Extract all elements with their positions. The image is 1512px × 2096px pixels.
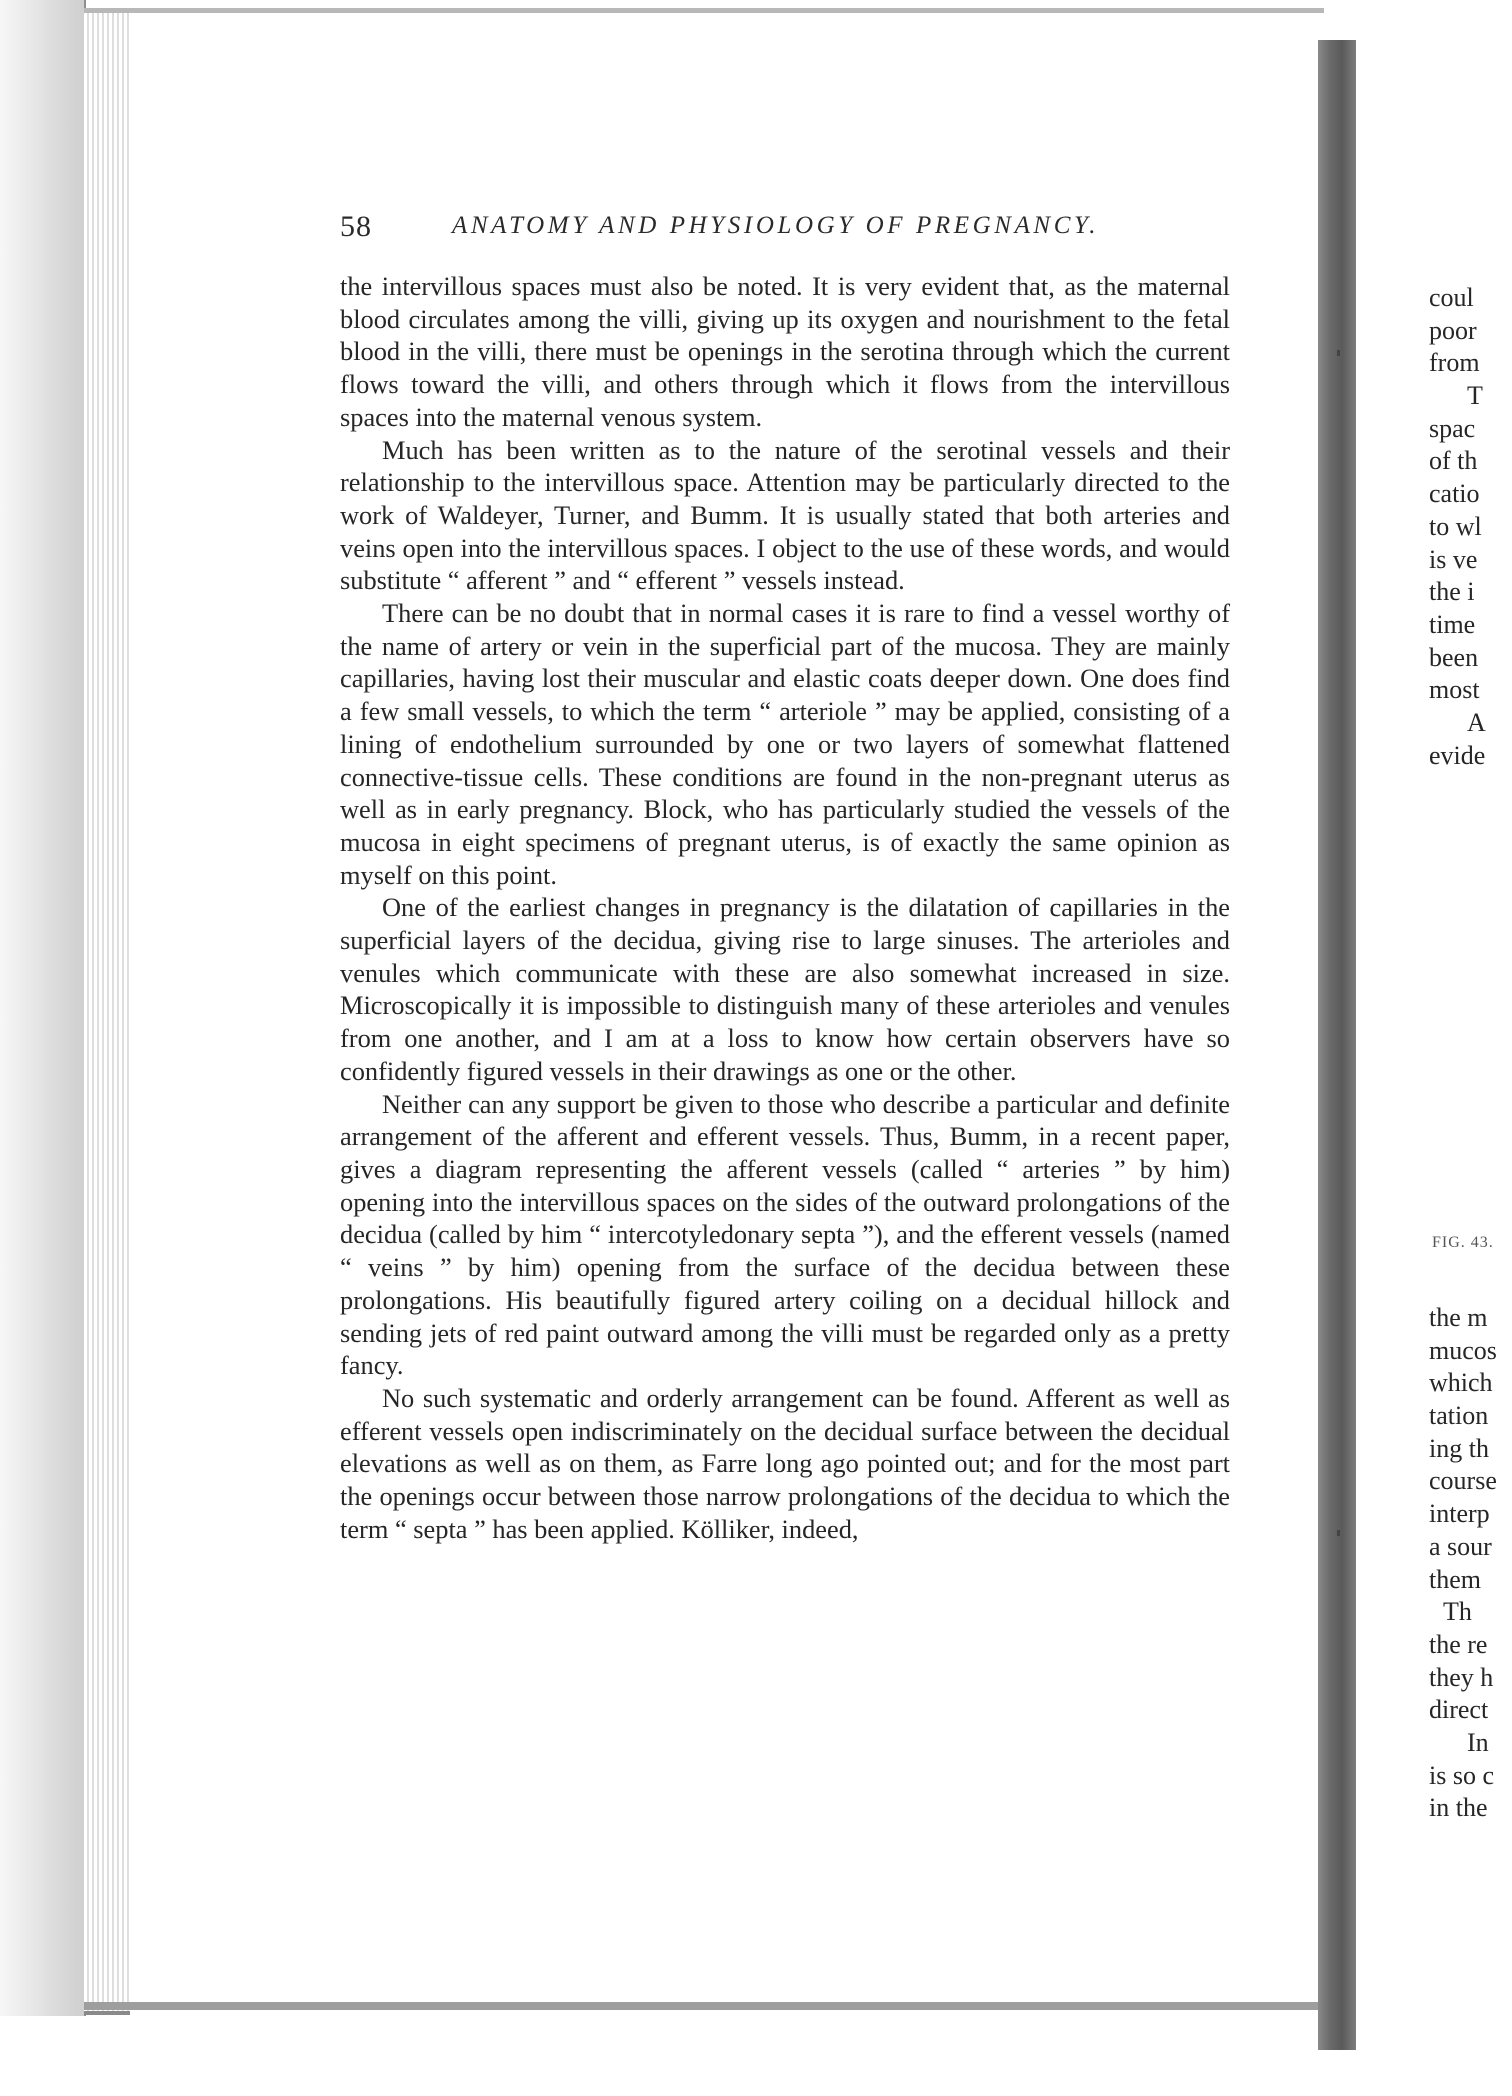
- right-page-line: they h: [1429, 1662, 1494, 1692]
- body-text: [340, 270, 1230, 1545]
- right-page-line: T: [1467, 381, 1483, 411]
- right-page-line: a sour: [1429, 1531, 1492, 1561]
- paragraph: Much has been written as to the nature of the serotinal vessels and their relationship to the intervillous space. Attention may be particularly directed to the work of Waldeyer, Turner, and Bumm. It is usually stated that both arteries and veins open into the intervillous spaces. I object to the use of these words, and would substitute “ afferent ” and “ efferent ” vessels instead.: [340, 434, 1230, 596]
- page-bottom-edge: [84, 2002, 1334, 2010]
- right-page-line: ing th: [1429, 1433, 1489, 1463]
- paragraph: One of the earliest changes in pregnancy is the dilatation of capillaries in the superficial layers of the decidua, giving rise to large sinuses. The arterioles and venules which communicate with these are also somewhat increased in size. Microscopically it is impossible to distinguish many of these arterioles and venules from one another, and I am at a loss to know how certain observers have so confidently figured vessels in their drawings as one or the other.: [340, 892, 1230, 1086]
- book-binding-edge: [0, 0, 86, 2016]
- paragraph: Neither can any support be given to those who describe a particular and definite arrangement of the afferent and efferent vessels. Thus, Bumm, in a recent paper, gives a diagram representing the afferent vessels (called “ arteries ” by him) opening into the intervillous spaces on the sides of the outward prolongations of the decidua (called by him “ intercotyledonary septa ”), and the efferent vessels (named “ veins ” by him) opening from the surface of the decidua between these prolongations. His beautifully figured artery coiling on a decidual hillock and sending jets of red paint outward among the villi must be regarded only as a pretty fancy.: [340, 1088, 1230, 1381]
- scan-speck: [1337, 1530, 1340, 1536]
- right-page-line: is so c: [1429, 1760, 1494, 1790]
- right-page-line: spac: [1429, 413, 1476, 443]
- right-page-line: is ve: [1429, 544, 1478, 574]
- right-page-line: most: [1429, 675, 1480, 705]
- right-page-line: direct: [1429, 1695, 1489, 1725]
- right-page-line: interp: [1429, 1499, 1490, 1529]
- right-page-line: from: [1429, 348, 1480, 378]
- right-page-line: them: [1429, 1564, 1481, 1594]
- right-page-line: of th: [1429, 446, 1478, 476]
- right-page-line: the m: [1429, 1303, 1488, 1332]
- right-page-line: catio: [1429, 479, 1480, 509]
- right-page-line: to wl: [1429, 511, 1482, 541]
- book-gutter: [1318, 40, 1356, 2050]
- right-page-bottom-text-block: [1429, 1302, 1497, 1825]
- right-page-line: been: [1429, 642, 1479, 672]
- right-page-line: time: [1429, 609, 1476, 639]
- scan-speck: [1337, 350, 1340, 356]
- right-page-line: evide: [1429, 740, 1486, 770]
- figure-caption-fragment: FIG. 43.: [1432, 1234, 1494, 1251]
- page-number: 58: [340, 210, 372, 243]
- right-page-line: the re: [1429, 1629, 1488, 1659]
- right-page-line: In: [1467, 1727, 1489, 1757]
- paragraph: No such systematic and orderly arrangement can be found. Afferent as well as efferent vessels open indiscriminately on the decidual surface between the decidual elevations as well as on them, as Farre long ago pointed out; and for the most part the openings occur between those narrow prolongations of the decidua to which the term “ septa ” has been applied. Kölliker, indeed,: [340, 1382, 1230, 1544]
- running-head: ANATOMY AND PHYSIOLOGY OF PREGNANCY.: [452, 212, 1100, 239]
- right-page-line: Th: [1443, 1597, 1472, 1627]
- right-page-line: which: [1429, 1368, 1493, 1398]
- page-stack-edges: [84, 8, 130, 2015]
- right-page-line: the i: [1429, 577, 1475, 607]
- paragraph: the intervillous spaces must also be noted. It is very evident that, as the maternal blood circulates among the villi, giving up its oxygen and nourishment to the fetal blood in the villi, there must be openings in the serotina through which the current flows toward the villi, and others through which it flows from the intervillous spaces into the maternal venous system.: [340, 271, 1230, 432]
- right-page-line: coul: [1429, 283, 1474, 312]
- right-page-line: A: [1467, 707, 1486, 737]
- right-page-line: tation: [1429, 1401, 1489, 1431]
- right-page-line: in the: [1429, 1793, 1488, 1823]
- paragraph: There can be no doubt that in normal cases it is rare to find a vessel worthy of the name of artery or vein in the superficial part of the mucosa. They are mainly capillaries, having lost their muscular and elastic coats deeper down. One does find a few small vessels, to which the term “ arteriole ” may be applied, consisting of a lining of endothelium surrounded by one or two layers of somewhat flattened connective-tissue cells. These conditions are found in the non-pregnant uterus as well as in early pregnancy. Block, who has particularly studied the vessels of the mucosa in eight specimens of pregnant uterus, is of exactly the same opinion as myself on this point.: [340, 598, 1230, 890]
- right-page-line: course: [1429, 1466, 1497, 1496]
- right-page-line: mucos: [1429, 1335, 1497, 1365]
- right-page-line: poor: [1429, 315, 1477, 345]
- page-header: [340, 210, 1120, 250]
- right-page-top-text-block: [1429, 282, 1486, 772]
